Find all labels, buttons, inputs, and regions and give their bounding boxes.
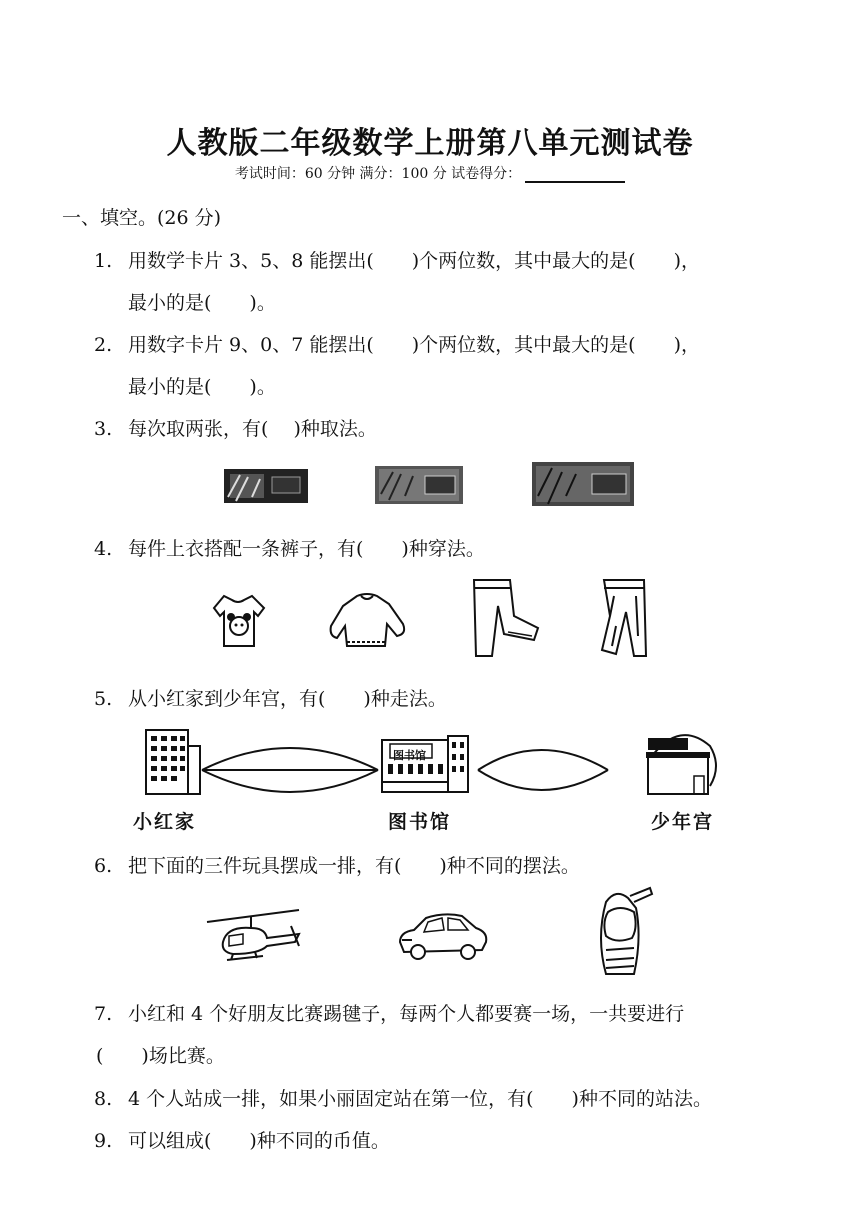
- question-2: [94, 330, 700, 357]
- question-number: 6.: [94, 855, 113, 877]
- route-b1: [478, 750, 608, 770]
- question-text: 4 个人站成一排，如果小丽固定站在第一位，有( )种不同的站法。: [128, 1088, 712, 1110]
- banknote-image-1: [224, 467, 310, 507]
- question-number: 4.: [94, 538, 113, 560]
- library-building-image: [382, 736, 468, 792]
- banknote-image-2: [375, 464, 465, 508]
- question-2-line2: 最小的是( )。: [128, 376, 276, 398]
- place-label-library: 图书馆: [388, 811, 452, 833]
- route-a1: [202, 748, 378, 770]
- question-4: [94, 534, 485, 561]
- trousers-image-2: [592, 576, 654, 660]
- page-title: 人教版二年级数学上册第八单元测试卷: [166, 126, 694, 161]
- place-label-youth-palace: 少年宫: [651, 811, 715, 833]
- home-building-image: [146, 730, 200, 794]
- question-1-line2: 最小的是( )。: [128, 292, 276, 314]
- question-number: 1.: [94, 250, 113, 272]
- question-text: 小红和 4 个好朋友比赛踢毽子，每两个人都要赛一场，一共要进行: [128, 1003, 685, 1025]
- question-8: [94, 1084, 712, 1111]
- question-7-line2: ( )场比赛。: [96, 1045, 225, 1067]
- question-text: 用数字卡片 9、0、7 能摆出( )个两位数，其中最大的是( )，: [128, 334, 700, 356]
- youth-palace-building-image: [646, 735, 716, 794]
- boat-image: [586, 888, 658, 980]
- question-text: 每次取两张，有( )种取法。: [128, 418, 377, 440]
- question-number: 7.: [94, 1003, 113, 1025]
- question-number: 5.: [94, 688, 113, 710]
- trousers-image-1: [468, 576, 544, 660]
- score-blank: [525, 167, 625, 183]
- car-image: [396, 910, 490, 962]
- route-diagram: [140, 726, 740, 806]
- route-b2: [478, 770, 608, 790]
- question-5: [94, 684, 447, 711]
- question-text: 可以组成( )种不同的币值。: [128, 1130, 390, 1152]
- question-7: [94, 999, 684, 1026]
- question-9: [94, 1126, 390, 1153]
- question-text: 每件上衣搭配一条裤子，有( )种穿法。: [128, 538, 485, 560]
- banknote-image-3: [532, 460, 636, 508]
- question-number: 2.: [94, 334, 113, 356]
- question-number: 8.: [94, 1088, 113, 1110]
- question-3: [94, 414, 377, 441]
- section-heading: 一、填空。(26 分): [62, 207, 222, 229]
- question-6: [94, 851, 580, 878]
- sweater-image: [327, 590, 409, 652]
- tshirt-image: [210, 592, 266, 650]
- exam-info-text: 考试时间：60 分钟 满分：100 分 试卷得分：: [234, 166, 522, 182]
- question-1: [94, 246, 700, 273]
- question-number: 9.: [94, 1130, 113, 1152]
- exam-info: [0, 163, 860, 183]
- question-text: 把下面的三件玩具摆成一排，有( )种不同的摆法。: [128, 855, 580, 877]
- helicopter-image: [203, 906, 303, 964]
- route-a3: [202, 770, 378, 792]
- question-text: 从小红家到少年宫，有( )种走法。: [128, 688, 447, 710]
- question-text: 用数学卡片 3、5、8 能摆出( )个两位数，其中最大的是( )，: [128, 250, 700, 272]
- library-sign: 图书馆: [393, 749, 426, 762]
- question-number: 3.: [94, 418, 113, 440]
- place-label-home: 小红家: [133, 811, 197, 833]
